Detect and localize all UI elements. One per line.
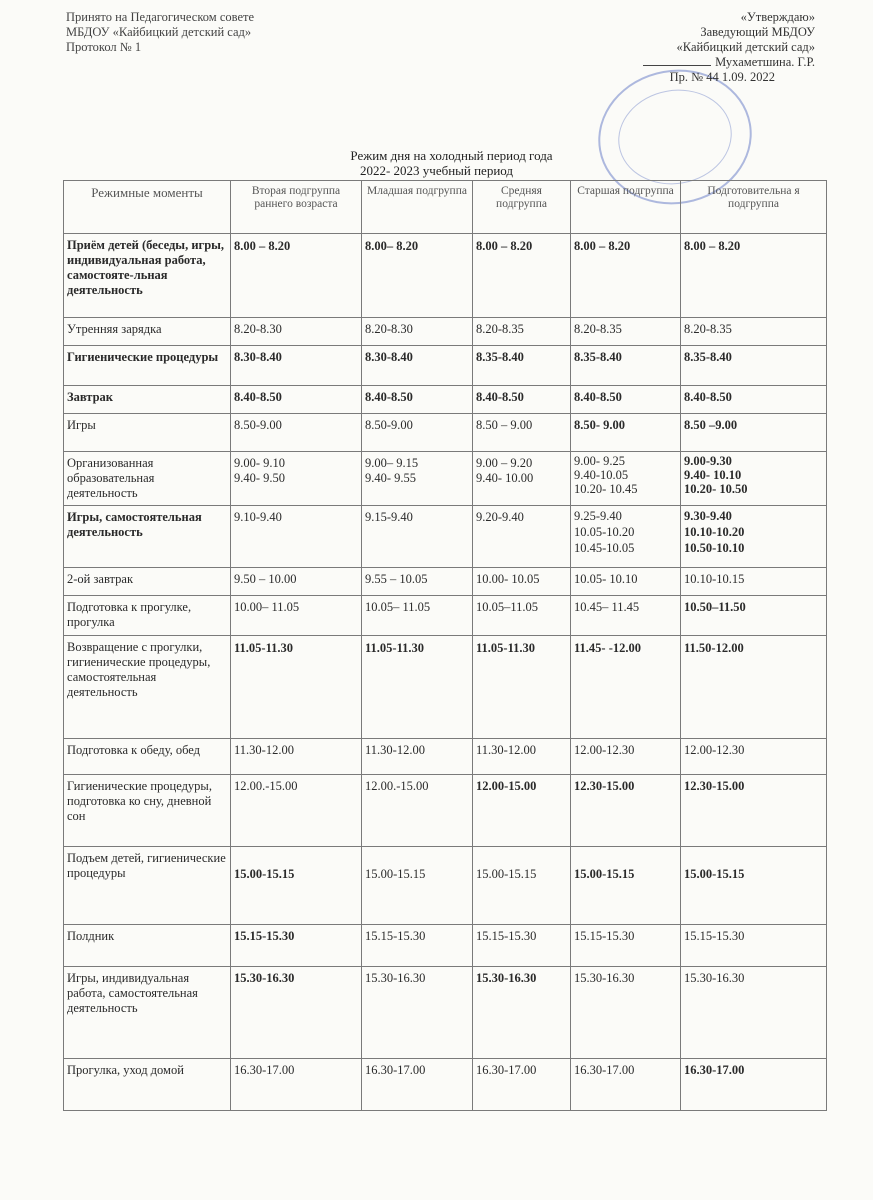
table-row [64, 346, 827, 386]
time-cell: 15.30-16.30 [231, 967, 362, 1059]
time-cell: 11.05-11.30 [362, 636, 473, 739]
time-cell: 9.55 – 10.05 [362, 568, 473, 596]
moment-cell: Гигиенические процедуры, подготовка ко сну, дневной сон [64, 775, 231, 847]
moment-cell: Приём детей (беседы, игры, индивидуальная работа, самостояте-льная деятельность [64, 234, 231, 318]
table-row [64, 452, 827, 506]
table-row [64, 775, 827, 847]
moment-cell: Организованная образовательная деятельность [64, 452, 231, 506]
time-cell: 8.00 – 8.20 [231, 234, 362, 318]
time-cell: 12.00.-15.00 [231, 775, 362, 847]
table-row [64, 506, 827, 568]
time-cell: 8.40-8.50 [473, 386, 571, 414]
order-number: Пр. № 44 1.09. 2022 [669, 70, 775, 84]
moment-cell: Игры, индивидуальная работа, самостоятельная деятельность [64, 967, 231, 1059]
time-cell: 9.20-9.40 [473, 506, 571, 568]
time-cell: 9.00 – 9.20 9.40- 10.00 [473, 452, 571, 506]
time-cell: 16.30-17.00 [473, 1059, 571, 1111]
table-row [64, 386, 827, 414]
time-cell: 10.10-10.15 [681, 568, 827, 596]
table-row [64, 414, 827, 452]
moment-cell: Подготовка к прогулке, прогулка [64, 596, 231, 636]
time-cell: 12.00-15.00 [473, 775, 571, 847]
time-cell: 8.00 – 8.20 [571, 234, 681, 318]
time-cell: 10.00- 10.05 [473, 568, 571, 596]
moment-cell: Подготовка к обеду, обед [64, 739, 231, 775]
time-cell: 10.05–11.05 [473, 596, 571, 636]
time-cell: 11.50-12.00 [681, 636, 827, 739]
time-cell: 8.40-8.50 [571, 386, 681, 414]
time-cell: 8.00– 8.20 [362, 234, 473, 318]
time-cell: 8.20-8.30 [231, 318, 362, 346]
time-cell: 11.05-11.30 [231, 636, 362, 739]
time-cell: 9.10-9.40 [231, 506, 362, 568]
column-header: Режимные моменты [64, 181, 231, 234]
time-cell: 8.40-8.50 [362, 386, 473, 414]
moment-cell: Игры [64, 414, 231, 452]
time-cell: 10.50–11.50 [681, 596, 827, 636]
column-header: Средняя подгруппа [473, 181, 571, 234]
time-cell: 15.15-15.30 [473, 925, 571, 967]
time-cell: 9.00- 9.25 9.40-10.05 10.20- 10.45 [571, 452, 681, 506]
signature-line [643, 65, 711, 66]
approver-signature [555, 55, 815, 70]
time-cell: 16.30-17.00 [681, 1059, 827, 1111]
table-row [64, 596, 827, 636]
approver-org: «Кайбицкий детский сад» [676, 40, 815, 54]
time-cell: 8.30-8.40 [362, 346, 473, 386]
time-cell: 9.00-9.30 9.40- 10.10 10.20- 10.50 [681, 452, 827, 506]
time-cell: 15.30-16.30 [571, 967, 681, 1059]
time-cell: 8.50-9.00 [231, 414, 362, 452]
time-cell: 10.05- 10.10 [571, 568, 681, 596]
time-cell: 9.15-9.40 [362, 506, 473, 568]
time-cell: 15.15-15.30 [362, 925, 473, 967]
title-line-2: 2022- 2023 учебный период [359, 163, 514, 178]
moment-cell: Завтрак [64, 386, 231, 414]
moment-cell: 2-ой завтрак [64, 568, 231, 596]
table-row [64, 318, 827, 346]
moment-cell: Игры, самостоятельная деятельность [64, 506, 231, 568]
time-cell: 8.50-9.00 [362, 414, 473, 452]
approver-position: Заведующий МБДОУ [700, 25, 815, 39]
time-cell: 15.15-15.30 [681, 925, 827, 967]
time-cell: 15.00-15.15 [681, 847, 827, 925]
time-cell: 15.15-15.30 [231, 925, 362, 967]
time-cell: 12.00.-15.00 [362, 775, 473, 847]
approval-block [555, 10, 815, 85]
time-cell: 8.00 – 8.20 [681, 234, 827, 318]
table-header-row [64, 181, 827, 234]
adoption-line-3: Протокол № 1 [66, 40, 142, 54]
adoption-line-2: МБДОУ «Кайбицкий детский сад» [66, 25, 252, 39]
time-cell: 11.30-12.00 [362, 739, 473, 775]
time-cell: 8.35-8.40 [473, 346, 571, 386]
moment-cell: Подъем детей, гигиенические процедуры [64, 847, 231, 925]
time-cell: 8.50 – 9.00 [473, 414, 571, 452]
time-cell: 12.30-15.00 [681, 775, 827, 847]
time-cell: 11.30-12.00 [231, 739, 362, 775]
time-cell: 12.00-12.30 [571, 739, 681, 775]
column-header: Подготовительна я подгруппа [681, 181, 827, 234]
time-cell: 8.50 –9.00 [681, 414, 827, 452]
table-row [64, 739, 827, 775]
moment-cell: Прогулка, уход домой [64, 1059, 231, 1111]
time-cell: 10.45– 11.45 [571, 596, 681, 636]
time-cell: 9.30-9.40 10.10-10.20 10.50-10.10 [681, 506, 827, 568]
moment-cell: Гигиенические процедуры [64, 346, 231, 386]
time-cell: 15.30-16.30 [473, 967, 571, 1059]
time-cell: 15.00-15.15 [362, 847, 473, 925]
table-row [64, 847, 827, 925]
table-row [64, 234, 827, 318]
title-line-1: Режим дня на холодный период года [350, 148, 553, 163]
column-header: Старшая подгруппа [571, 181, 681, 234]
schedule-table [63, 180, 827, 1111]
column-header: Младшая подгруппа [362, 181, 473, 234]
column-header: Вторая подгруппа раннего возраста [231, 181, 362, 234]
moment-cell: Утренняя зарядка [64, 318, 231, 346]
time-cell: 16.30-17.00 [571, 1059, 681, 1111]
time-cell: 15.00-15.15 [571, 847, 681, 925]
time-cell: 8.40-8.50 [231, 386, 362, 414]
time-cell: 15.30-16.30 [362, 967, 473, 1059]
time-cell: 8.35-8.40 [571, 346, 681, 386]
table-row [64, 1059, 827, 1111]
time-cell: 10.00– 11.05 [231, 596, 362, 636]
table-row [64, 925, 827, 967]
table-row [64, 967, 827, 1059]
approve-label: «Утверждаю» [740, 10, 815, 24]
time-cell: 12.30-15.00 [571, 775, 681, 847]
time-cell: 15.15-15.30 [571, 925, 681, 967]
time-cell: 8.30-8.40 [231, 346, 362, 386]
time-cell: 9.00– 9.15 9.40- 9.55 [362, 452, 473, 506]
moment-cell: Полдник [64, 925, 231, 967]
time-cell: 16.30-17.00 [231, 1059, 362, 1111]
time-cell: 8.20-8.35 [473, 318, 571, 346]
time-cell: 15.00-15.15 [473, 847, 571, 925]
time-cell: 8.35-8.40 [681, 346, 827, 386]
time-cell: 15.00-15.15 [231, 847, 362, 925]
time-cell: 11.30-12.00 [473, 739, 571, 775]
time-cell: 11.05-11.30 [473, 636, 571, 739]
adoption-line-1: Принято на Педагогическом совете [66, 10, 255, 24]
time-cell: 8.20-8.35 [681, 318, 827, 346]
time-cell: 9.25-9.40 10.05-10.20 10.45-10.05 [571, 506, 681, 568]
time-cell: 8.00 – 8.20 [473, 234, 571, 318]
time-cell: 11.45- -12.00 [571, 636, 681, 739]
time-cell: 8.40-8.50 [681, 386, 827, 414]
time-cell: 15.30-16.30 [681, 967, 827, 1059]
page-title [0, 148, 873, 178]
time-cell: 8.50- 9.00 [571, 414, 681, 452]
moment-cell: Возвращение с прогулки, гигиенические процедуры, самостоятельная деятельность [64, 636, 231, 739]
time-cell: 10.05– 11.05 [362, 596, 473, 636]
table-row [64, 568, 827, 596]
table-row [64, 636, 827, 739]
time-cell: 12.00-12.30 [681, 739, 827, 775]
time-cell: 8.20-8.35 [571, 318, 681, 346]
time-cell: 8.20-8.30 [362, 318, 473, 346]
time-cell: 9.50 – 10.00 [231, 568, 362, 596]
time-cell: 16.30-17.00 [362, 1059, 473, 1111]
approver-name: Мухаметшина. Г.Р. [715, 55, 815, 69]
time-cell: 9.00- 9.10 9.40- 9.50 [231, 452, 362, 506]
adoption-note [66, 10, 254, 55]
